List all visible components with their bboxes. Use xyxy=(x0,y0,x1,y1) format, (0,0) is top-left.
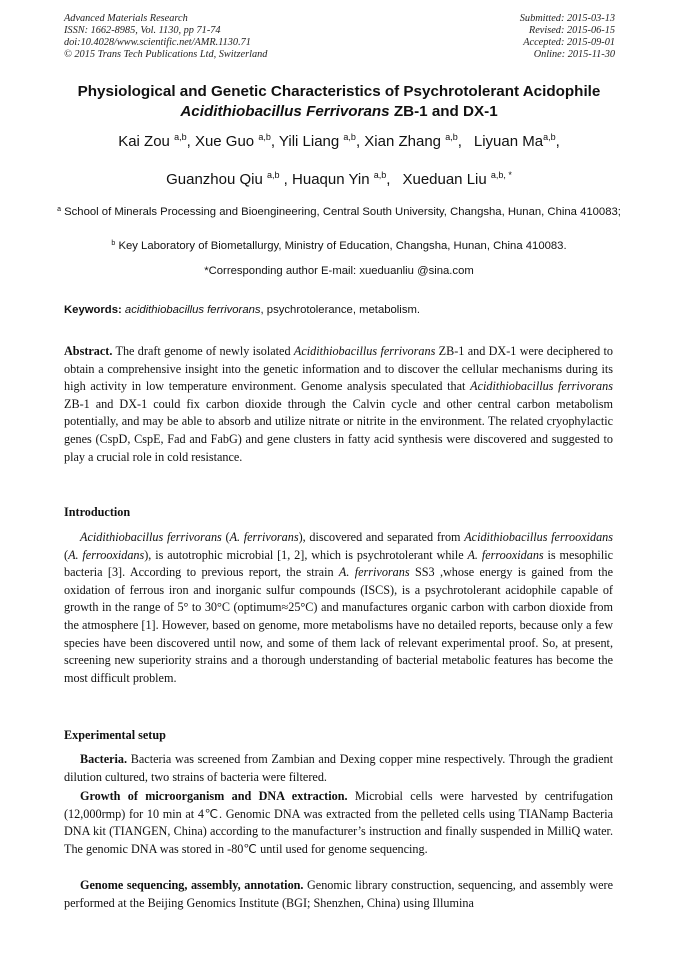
abstract-text: ZB-1 and DX-1 were deciphered to obtain a comprehensive insight into the genetic information and to discover the cellular mechanisms during its high activity in low temperature environment. Genome analysis speculated that xyxy=(64,344,613,394)
abstract-text: ZB-1 and DX-1 could fix carbon dioxide through the Calvin cycle and other central carbon metabolism potentially, and may be able to absorb and utilize nitrate or nitrite in the environment. The related cryophylactic genes (CspD, CspE, Fad and FabG) and gene clusters in fatty acid synthesis were discovered and suggested to play a crucial role in cold resistance. xyxy=(64,396,613,464)
affiliation-a xyxy=(56,204,622,221)
revised-date: Revised: 2015-06-15 xyxy=(528,25,615,36)
paper-title xyxy=(30,82,648,122)
author-name: Xian Zhang xyxy=(364,133,442,150)
subsection-label: Growth of microorganism and DNA extraction. xyxy=(80,789,348,803)
author-name: Xueduan Liu xyxy=(402,171,487,188)
author-affil-mark: a,b xyxy=(343,132,356,142)
abstract-text: The draft genome of newly isolated xyxy=(112,344,294,358)
species-name: A. ferrooxidans xyxy=(467,547,544,562)
author-line-1: Kai Zou $^{a,b}$, Xue Guo $^{a,b}$, Yili Liang $^{a,b}$, Xian Zhang $^{a,b}$, Liyuan Ma$^{a,b}$, xyxy=(118,132,560,150)
affiliation-mark: b xyxy=(111,240,116,247)
submitted-date: Submitted: 2015-03-13 xyxy=(519,13,615,24)
introduction-paragraph xyxy=(64,529,613,687)
abstract-paragraph xyxy=(64,343,613,466)
growth-paragraph xyxy=(64,788,613,858)
affiliation-text: Key Laboratory of Biometallurgy, Ministry of Education, Changsha, Hunan, China 410083. xyxy=(118,240,567,252)
affiliation-b xyxy=(56,238,622,255)
subsection-label: Bacteria. xyxy=(80,752,128,766)
paragraph-text: Microbial cells were harvested by centrifugation (12,000rmp) for 10 min at 4℃. Genomic DNA was extracted from the pelleted cells using TIANamp Bacteria DNA kit (TIANGEN, China) according to the manufacturer’s instruction and finally suspended in MilliQ water. The genomic DNA was stored in -80℃ until used for genome sequencing. xyxy=(64,789,613,856)
author-name: Guanzhou Qiu xyxy=(166,171,263,188)
intro-text: is mesophilic bacteria [3]. According to previous report, the strain xyxy=(64,547,613,580)
intro-text: ( xyxy=(64,547,69,562)
issn-line: ISSN: 1662-8985, Vol. 1130, pp 71-74 xyxy=(64,25,221,36)
author-name: Xue Guo xyxy=(194,133,255,150)
accepted-date: Accepted: 2015-09-01 xyxy=(523,37,615,48)
introduction-heading: Introduction xyxy=(64,505,131,519)
intro-text: ( xyxy=(221,530,230,544)
author-affil-mark: a,b xyxy=(258,132,271,142)
author-affil-mark: a,b, * xyxy=(490,170,512,180)
species-name: A. ferrivorans xyxy=(338,565,410,580)
species-name: Acidithiobacillus ferrooxidans xyxy=(464,530,614,544)
publication-info xyxy=(64,13,267,61)
author-name: Yili Liang xyxy=(278,133,340,150)
genome-sequencing-paragraph xyxy=(64,877,613,912)
intro-text: SS3 ,whose energy is gained from the oxidation of ferrous iron and inorganic sulfur compounds (ISCS), is a psychrotolerant acidophile capable of growth in the range of 5° to 30°C (optimum≈25°C) and manufactures organic carbon with carbon dioxide from the atmosphere [1]. However, based on genome, more metabolisms have no detailed reports, because only a few species have been discovered until now, and some of them lack of relevant experimental proof. So, at present, screening new superiority strains and a thorough understanding of bacterial metabolic features has become the most difficult problem. xyxy=(64,565,613,685)
species-name: A. ferrivorans xyxy=(229,530,299,544)
author-affil-mark: a,b xyxy=(445,132,458,142)
affiliation-text: School of Minerals Processing and Bioengineering, Central South University, Changsha, Hunan, China 410083; xyxy=(64,206,621,218)
title-line-2 xyxy=(30,102,648,122)
species-name: Acidithiobacillus ferrivorans xyxy=(80,530,222,544)
author-affil-mark: a,b xyxy=(373,170,387,180)
copyright-line: © 2015 Trans Tech Publications Ltd, Switzerland xyxy=(64,49,268,60)
keyword-species: acidithiobacillus ferrivorans xyxy=(124,304,261,316)
abstract-label: Abstract. xyxy=(64,344,113,358)
author-line-2: Guanzhou Qiu $^{a,b}$ , Huaqun Yin $^{a,b}$, Xueduan Liu $^{a,b, *}$ xyxy=(166,170,512,188)
species-name: Acidithiobacillus ferrivorans xyxy=(470,379,613,394)
keywords-label: Keywords: xyxy=(64,304,122,316)
keywords-rest: , psychrotolerance, metabolism. xyxy=(260,304,421,316)
title-species: Acidithiobacillus Ferrivorans xyxy=(180,103,390,120)
subsection-label: Genome sequencing, assembly, annotation. xyxy=(80,878,304,892)
title-line-1: Physiological and Genetic Characteristics of Psychrotolerant Acidophile xyxy=(77,83,601,100)
publication-dates xyxy=(520,13,615,61)
paragraph-text: Bacteria was screened from Zambian and Dexing copper mine respectively. Through the gradient dilution cultured, two strains of bacteria were filtered. xyxy=(64,752,613,784)
affiliation-mark: a xyxy=(57,206,61,213)
species-name: A. ferrooxidans xyxy=(68,547,145,562)
intro-text: ), discovered and separated from xyxy=(298,530,465,544)
paragraph-text: Genomic library construction, sequencing, and assembly were performed at the Beijing Genomics Institute (BGI; Shenzhen, China) using Illumina xyxy=(64,878,613,910)
intro-text: ), is autotrophic microbial [1, 2], which is psychrotolerant while xyxy=(144,547,468,562)
species-name: Acidithiobacillus ferrivorans xyxy=(293,344,436,358)
author-name: Liyuan Ma xyxy=(473,133,544,150)
keywords xyxy=(64,304,420,316)
author-name: Huaqun Yin xyxy=(292,171,370,188)
author-name: Kai Zou xyxy=(118,133,170,150)
doi-line[interactable]: doi:10.4028/www.scientific.net/AMR.1130.71 xyxy=(64,37,251,48)
bacteria-paragraph xyxy=(64,751,613,786)
author-affil-mark: a,b xyxy=(543,132,556,142)
journal-name: Advanced Materials Research xyxy=(64,13,188,24)
title-strains: ZB-1 and DX-1 xyxy=(389,103,498,120)
online-date: Online: 2015-11-30 xyxy=(533,49,615,60)
author-affil-mark: a,b xyxy=(174,132,187,142)
author-affil-mark: a,b xyxy=(267,170,280,180)
experimental-heading: Experimental setup xyxy=(64,728,166,742)
corresponding-author: *Corresponding author E-mail: xueduanliu @sina.com xyxy=(204,265,474,277)
